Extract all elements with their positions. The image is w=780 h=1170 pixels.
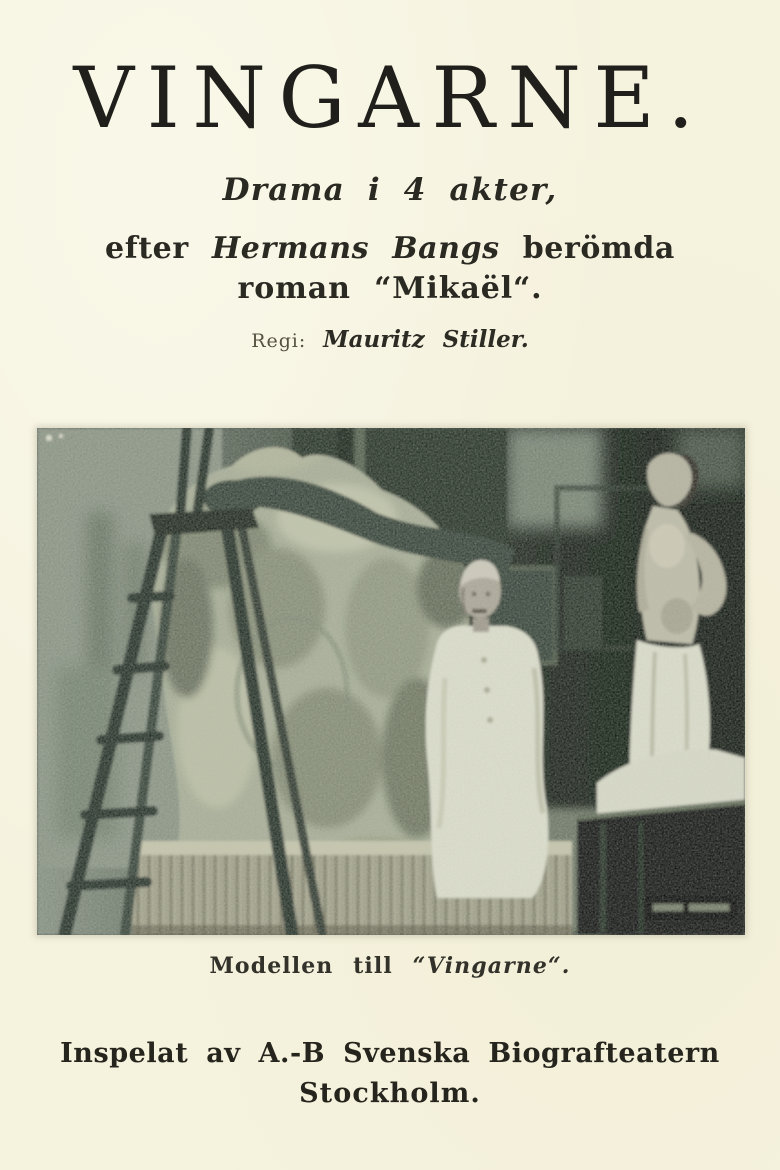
novel-author-name: Hermans Bangs <box>211 231 500 266</box>
novel-title-line: roman “Mikaël“. <box>237 271 543 306</box>
novel-credit-prefix: efter <box>105 231 189 266</box>
novel-credit-suffix: berömda <box>522 231 675 266</box>
film-title: VINGARNE. <box>73 49 707 147</box>
photo-caption-prefix: Modellen till <box>209 953 393 979</box>
photo-caption <box>0 953 780 979</box>
studio-credit-line: Inspelat av A.-B Svenska Biografteatern <box>60 1038 720 1069</box>
director-name: Mauritz Stiller. <box>323 326 529 353</box>
photo-caption-title: “Vingarne“. <box>412 953 571 979</box>
studio-photo-graphic <box>37 428 745 935</box>
drama-subtitle: Drama i 4 akter, <box>222 172 558 208</box>
studio-photo <box>37 428 745 935</box>
novel-credit-line <box>0 231 780 266</box>
director-label: Regi: <box>251 330 307 352</box>
director-credit <box>0 326 780 353</box>
studio-city-line: Stockholm. <box>299 1078 481 1109</box>
